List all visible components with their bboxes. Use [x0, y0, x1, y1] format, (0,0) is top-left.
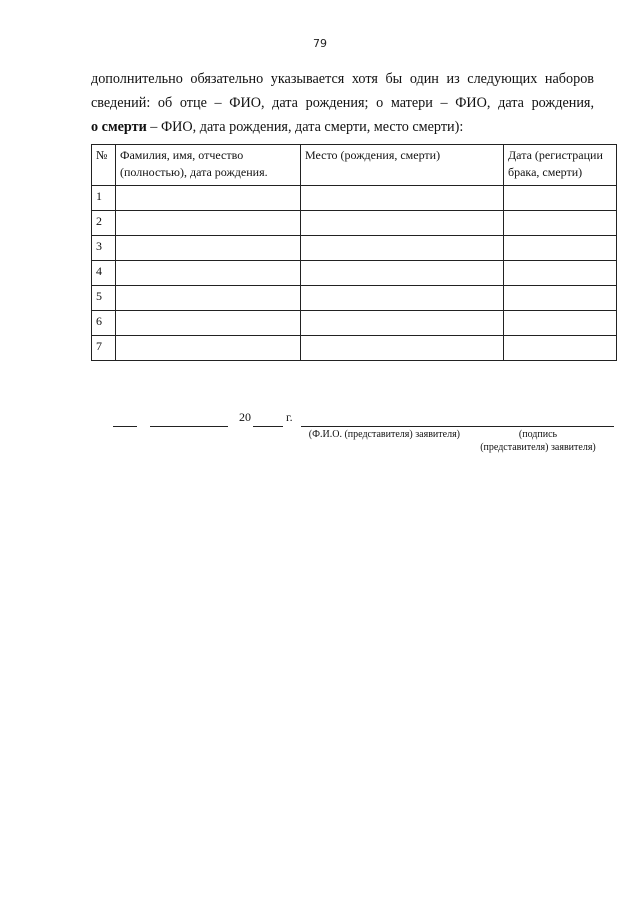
cell-date[interactable]: [504, 261, 617, 286]
row-number: 6: [92, 311, 116, 336]
cell-place[interactable]: [301, 311, 504, 336]
page-number: 79: [313, 37, 327, 50]
cell-date[interactable]: [504, 236, 617, 261]
body-paragraph: [91, 67, 594, 139]
day-blank[interactable]: [113, 412, 137, 427]
relatives-table: [91, 144, 617, 361]
cell-full-name[interactable]: [116, 186, 301, 211]
cell-date[interactable]: [504, 286, 617, 311]
row-number: 4: [92, 261, 116, 286]
cell-date[interactable]: [504, 211, 617, 236]
row-number: 2: [92, 211, 116, 236]
month-blank[interactable]: [150, 412, 228, 427]
cell-place[interactable]: [301, 261, 504, 286]
table-row: [92, 286, 617, 311]
cell-place[interactable]: [301, 236, 504, 261]
caption-signature-line-1: (подпись: [518, 429, 558, 440]
cell-date[interactable]: [504, 311, 617, 336]
header-number: №: [92, 145, 116, 186]
table-row: [92, 236, 617, 261]
row-number: 7: [92, 336, 116, 361]
signature-line[interactable]: [301, 412, 614, 427]
table-row: [92, 311, 617, 336]
caption-fio: (Ф.И.О. (представителя) заявителя): [308, 429, 460, 440]
row-number: 3: [92, 236, 116, 261]
caption-signature-line-2: (представителя) заявителя): [480, 442, 596, 453]
cell-place[interactable]: [301, 336, 504, 361]
table-row: [92, 211, 617, 236]
cell-place[interactable]: [301, 211, 504, 236]
cell-full-name[interactable]: [116, 336, 301, 361]
death-label: о смерти: [91, 119, 147, 135]
cell-full-name[interactable]: [116, 211, 301, 236]
cell-full-name[interactable]: [116, 286, 301, 311]
header-place: Место (рождения, смерти): [301, 145, 504, 186]
paragraph-line-2: сведений: об отце – ФИО, дата рождения; о матери – ФИО, дата рождения,: [91, 95, 594, 111]
cell-full-name[interactable]: [116, 236, 301, 261]
row-number: 5: [92, 286, 116, 311]
caption-signature: [474, 428, 602, 454]
cell-place[interactable]: [301, 286, 504, 311]
cell-full-name[interactable]: [116, 261, 301, 286]
table-row: [92, 261, 617, 286]
table-row: [92, 186, 617, 211]
year-suffix: г.: [286, 410, 293, 424]
table-header-row: [92, 145, 617, 186]
paragraph-line-1: дополнительно обязательно указывается хотя бы один из следующих наборов: [91, 71, 594, 87]
year-prefix: 20: [239, 410, 251, 424]
signature-block: [0, 410, 640, 470]
paragraph-line-3-rest: – ФИО, дата рождения, дата смерти, место смерти):: [146, 119, 464, 135]
year-blank[interactable]: [253, 412, 283, 427]
table-row: [92, 336, 617, 361]
header-full-name: Фамилия, имя, отчество (полностью), дата рождения.: [116, 145, 301, 186]
cell-place[interactable]: [301, 186, 504, 211]
paragraph-line-3: [91, 115, 594, 139]
cell-full-name[interactable]: [116, 311, 301, 336]
header-date: Дата (регистрации брака, смерти): [504, 145, 617, 186]
cell-date[interactable]: [504, 186, 617, 211]
row-number: 1: [92, 186, 116, 211]
cell-date[interactable]: [504, 336, 617, 361]
